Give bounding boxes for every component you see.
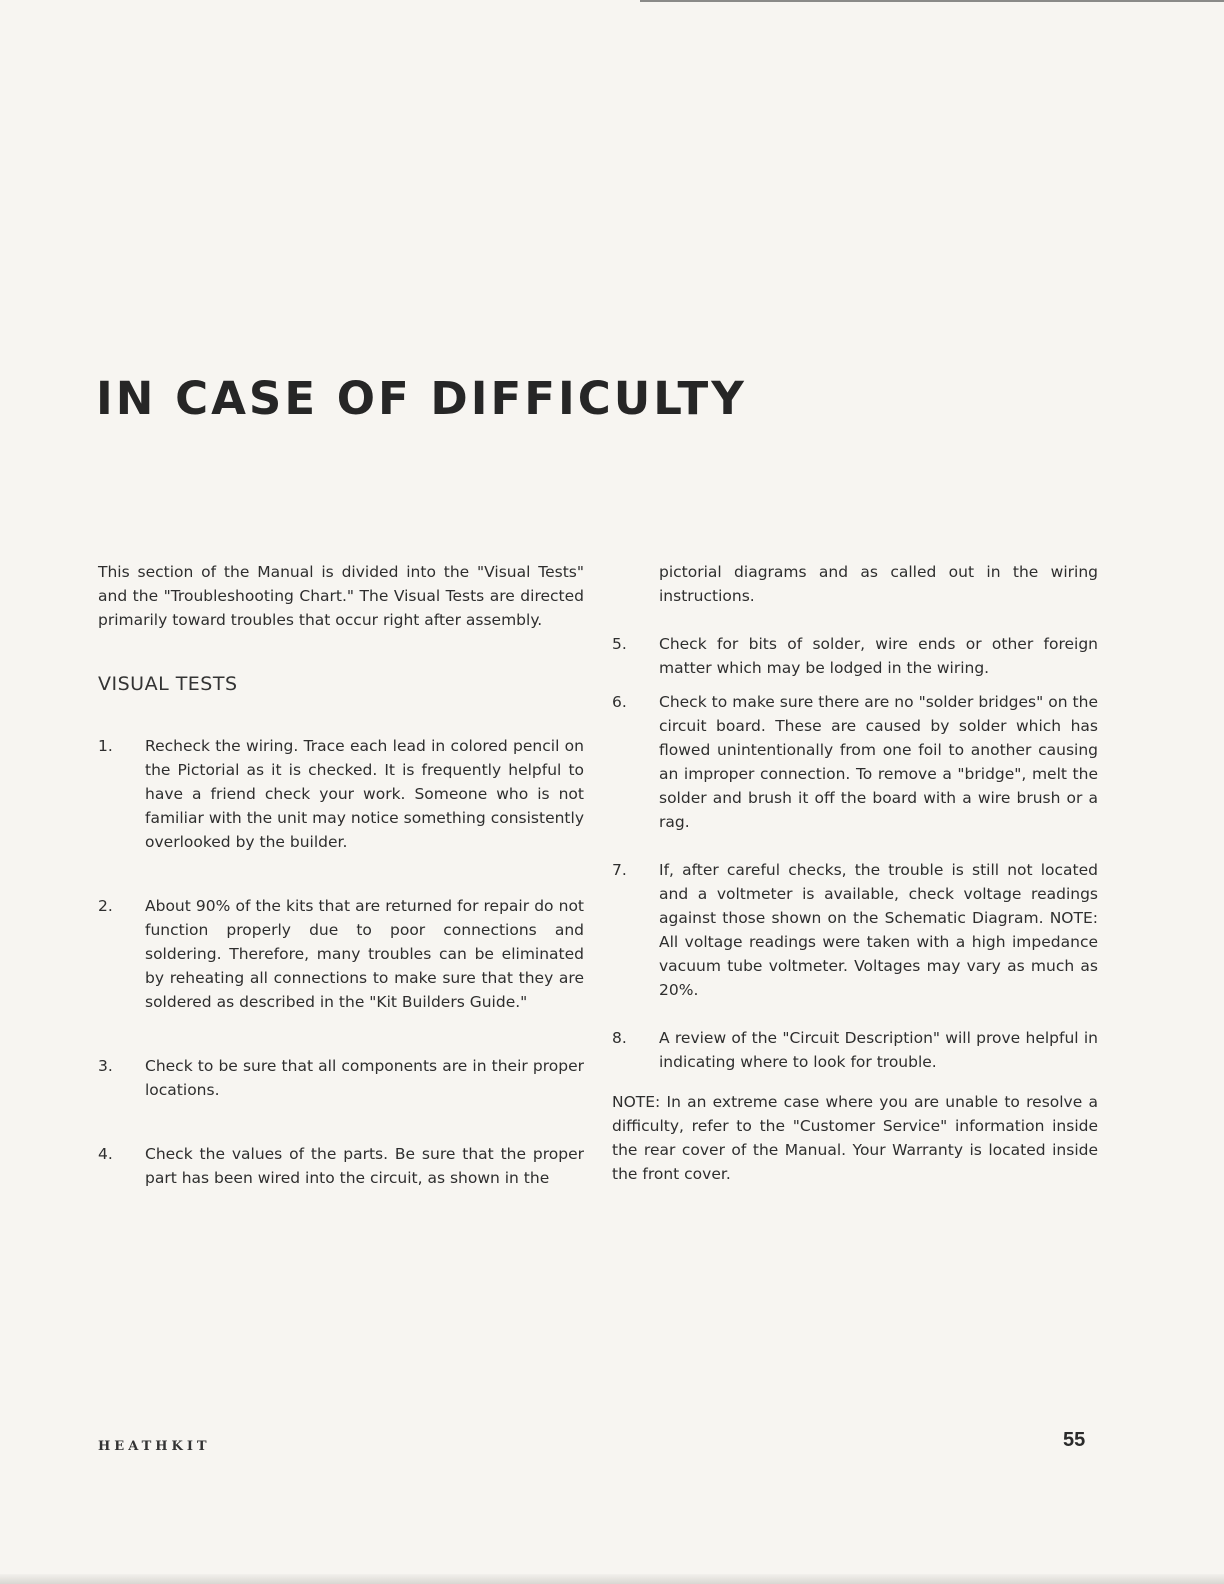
list-item: [98, 734, 584, 854]
item-number: 4.: [98, 1145, 113, 1163]
item-text: Check the values of the parts. Be sure that the proper part has been wired into the circuit, as shown in the: [145, 1145, 584, 1187]
note-paragraph: NOTE: In an extreme case where you are unable to resolve a difficulty, refer to the "Customer Service" information inside the rear cover of the Manual. Your Warranty is located inside the front cover.: [612, 1093, 1098, 1183]
item-number: 3.: [98, 1057, 113, 1075]
list-item-continued: [612, 560, 1098, 608]
list-item: [98, 1054, 584, 1102]
section-heading: VISUAL TESTS: [98, 673, 238, 695]
intro-paragraph: This section of the Manual is divided into the "Visual Tests" and the "Troubleshooting Chart." The Visual Tests are directed primarily toward troubles that occur right after assembly.: [98, 563, 584, 629]
right-column: [612, 560, 1098, 1186]
item-text: About 90% of the kits that are returned for repair do not function properly due to poor connections and soldering. Therefore, many troubles can be eliminated by reheating all connections to make sure that they are soldered as described in the "Kit Builders Guide.": [145, 897, 584, 1011]
list-item: [612, 858, 1098, 1002]
bottom-edge-shadow: [0, 1574, 1224, 1584]
item-number: 6.: [612, 693, 627, 711]
page-number: 55: [1063, 1429, 1086, 1451]
item-text: Recheck the wiring. Trace each lead in colored pencil on the Pictorial as it is checked. It is frequently helpful to have a friend check your work. Someone who is not familiar with the unit may notice something consistently overlooked by the builder.: [145, 737, 584, 851]
item-text: Check to make sure there are no "solder bridges" on the circuit board. These are caused by solder which has flowed unintentionally from one foil to another causing an improper connection. To remove a "bridge", melt the solder and brush it off the board with a wire brush or a rag.: [659, 693, 1098, 831]
heathkit-logo: HEATHKIT: [98, 1439, 211, 1454]
item-number: 8.: [612, 1029, 627, 1047]
item-text: pictorial diagrams and as called out in the wiring instructions.: [659, 563, 1098, 605]
list-item: [612, 632, 1098, 680]
item-text: Check for bits of solder, wire ends or other foreign matter which may be lodged in the wiring.: [659, 635, 1098, 677]
item-text: If, after careful checks, the trouble is still not located and a voltmeter is available, check voltage readings against those shown on the Schematic Diagram. NOTE: All voltage readings were taken with a high impedance vacuum tube voltmeter. Voltages may vary as much as 20%.: [659, 861, 1098, 999]
list-item: [612, 690, 1098, 834]
list-item: [98, 894, 584, 1014]
item-text: Check to be sure that all components are in their proper locations.: [145, 1057, 584, 1099]
page-title: IN CASE OF DIFFICULTY: [96, 372, 747, 425]
item-number: 2.: [98, 897, 113, 915]
item-number: 5.: [612, 635, 627, 653]
list-item: [612, 1026, 1098, 1074]
left-column: [98, 560, 584, 1190]
item-text: A review of the "Circuit Description" will prove helpful in indicating where to look for trouble.: [659, 1029, 1098, 1071]
list-item: [98, 1142, 584, 1190]
item-number: 7.: [612, 861, 627, 879]
item-number: 1.: [98, 737, 113, 755]
top-edge-rule: [640, 0, 1224, 2]
